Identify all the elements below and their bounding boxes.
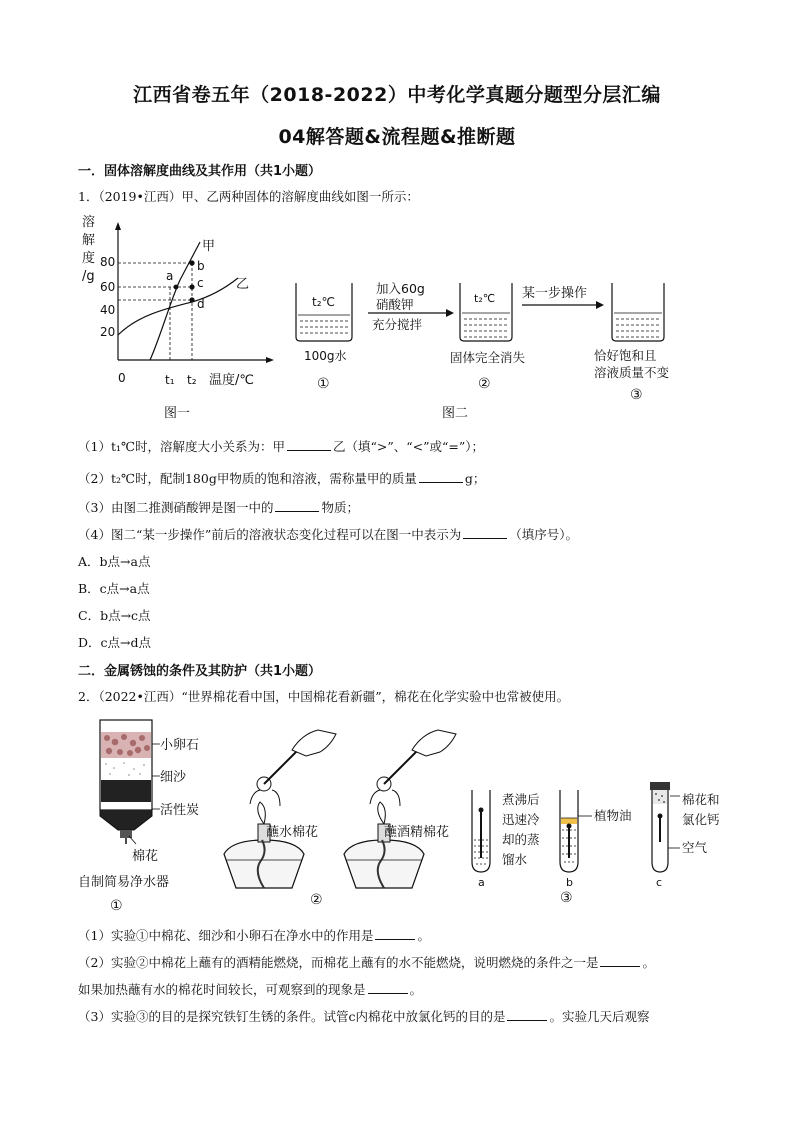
point-c-label: c <box>197 276 204 290</box>
section2-heading: 二．金属锈蚀的条件及其防护（共1小题） <box>78 664 322 679</box>
q1-part1: （1）t₁℃时，溶解度大小关系为：甲 乙（填“>”、“<”或“=”）； <box>78 439 484 454</box>
ytick-label: 80 <box>100 255 116 269</box>
ylabel-char: /g <box>82 269 95 284</box>
answer-blank[interactable] <box>600 965 640 967</box>
point-c <box>189 284 194 289</box>
q1-part4: （4）图二“某一步操作”前后的溶液状态变化过程可以在图一中表示为 （填序号）。 <box>78 527 579 542</box>
q2-part3: （3）实验③的目的是探究铁钉生锈的条件。试管c内棉花中放氯化钙的目的是 。实验几天后观察 <box>78 1009 650 1024</box>
tube-number: ③ <box>560 890 573 906</box>
curve-jia-label: 甲 <box>202 239 216 254</box>
filter-label-pebbles: 小卵石 <box>160 738 200 753</box>
answer-blank[interactable] <box>375 938 415 940</box>
beaker1-label: 100g水 <box>304 349 347 363</box>
option-a[interactable]: A．b点→a点 <box>78 554 151 569</box>
ytick-label: 40 <box>100 303 116 317</box>
answer-blank[interactable] <box>275 510 319 512</box>
answer-blank[interactable] <box>507 1019 547 1021</box>
figure2-caption: 图二 <box>442 406 469 420</box>
x-axis-arrow <box>266 357 274 363</box>
option-c[interactable]: C．b点→c点 <box>78 608 151 623</box>
alcohol-burner-2 <box>344 730 456 888</box>
curve-yi-label: 乙 <box>236 277 250 292</box>
arrow2-label: 某一步操作 <box>522 286 588 301</box>
xtick-t2: t₂ <box>187 373 197 387</box>
page-subtitle: 04解答题&流程题&推断题 <box>278 126 516 148</box>
q2-part1: （1）实验①中棉花、细沙和小卵石在净水中的作用是 。 <box>78 928 430 943</box>
test-tube-c <box>650 782 680 872</box>
q2-part2: （2）实验②中棉花上蘸有的酒精能燃烧，而棉花上蘸有的水不能燃烧，说明燃烧的条件之一是 。 <box>78 955 655 970</box>
beaker2-label: 固体完全消失 <box>450 350 526 365</box>
tube-c-text: 空气 <box>682 840 708 855</box>
figure2-beakers <box>290 275 710 420</box>
section1-heading: 一．固体溶解度曲线及其作用（共1小题） <box>78 164 322 179</box>
xaxis-label: 温度/℃ <box>209 373 254 388</box>
beaker2-number: ② <box>478 376 491 392</box>
tube-a-text: 却的蒸 <box>502 832 540 847</box>
tube-letter-b: b <box>566 876 573 889</box>
point-d-label: d <box>197 297 205 311</box>
tube-c-text: 氯化钙 <box>682 812 720 827</box>
figure1-solubility-chart <box>78 210 298 420</box>
beaker3-line2: 溶液质量不变 <box>594 365 670 380</box>
burner-number: ② <box>310 892 323 908</box>
burner1-label: 蘸水棉花 <box>266 825 319 840</box>
figure1-caption: 图一 <box>164 406 191 420</box>
figure3-experiments <box>74 712 760 912</box>
option-d[interactable]: D．c点→d点 <box>78 635 151 650</box>
water-filter <box>100 720 160 844</box>
y-axis-arrow <box>115 222 121 230</box>
option-b[interactable]: B．c点→a点 <box>78 581 150 596</box>
point-a-label: a <box>166 269 174 283</box>
beaker3-number: ③ <box>630 387 643 403</box>
answer-blank[interactable] <box>368 992 408 994</box>
origin-label: 0 <box>118 371 126 385</box>
point-a <box>174 285 179 290</box>
arrow1-line1: 加入60g <box>376 281 425 296</box>
beaker-3 <box>612 283 664 341</box>
arrow1-line3: 充分搅拌 <box>372 317 423 332</box>
q2-part2b: 如果加热蘸有水的棉花时间较长，可观察到的现象是 。 <box>78 982 423 997</box>
filter-label-carbon: 活性炭 <box>160 803 200 818</box>
beaker-1 <box>296 283 352 341</box>
test-tube-b <box>560 790 592 872</box>
answer-blank[interactable] <box>419 481 463 483</box>
tube-a-text: 煮沸后 <box>502 792 540 807</box>
filter-number: ① <box>110 898 123 912</box>
burner2-label: 蘸酒精棉花 <box>384 825 450 840</box>
beaker1-number: ① <box>317 376 330 392</box>
point-b <box>189 260 194 265</box>
xtick-t1: t₁ <box>165 373 175 387</box>
answer-blank[interactable] <box>463 537 507 539</box>
ylabel-char: 解 <box>82 233 96 248</box>
filter-label-cotton: 棉花 <box>132 849 159 864</box>
filter-caption: 自制简易净水器 <box>78 875 170 890</box>
ytick-label: 20 <box>100 325 116 339</box>
q1-part2: （2）t₂℃时，配制180g甲物质的饱和溶液，需称量甲的质量 g； <box>78 471 486 486</box>
page-title: 江西省卷五年（2018-2022）中考化学真题分题型分层汇编 <box>133 84 661 106</box>
q2-stem: 2．（2022•江西）“世界棉花看中国，中国棉花看新疆”，棉花在化学实验中也常被使用。 <box>78 689 570 704</box>
filter-label-sand: 细沙 <box>160 770 187 785</box>
point-b-label: b <box>197 259 205 273</box>
alcohol-burner-1 <box>224 730 336 888</box>
tube-a-text: 馏水 <box>502 852 528 867</box>
q1-part3: （3）由图二推测硝酸钾是图一中的 物质； <box>78 500 359 515</box>
arrow1-line2: 硝酸钾 <box>376 297 414 312</box>
beaker-2 <box>460 283 512 341</box>
tube-letter-c: c <box>656 876 663 889</box>
beaker2-temp: t₂℃ <box>474 292 496 305</box>
test-tube-a <box>472 790 490 872</box>
ylabel-char: 溶 <box>82 215 96 230</box>
tube-a-text: 迅速冷 <box>502 812 540 827</box>
ylabel-char: 度 <box>82 251 96 266</box>
tube-c-text: 棉花和 <box>682 792 720 807</box>
tube-letter-a: a <box>478 876 485 889</box>
point-d <box>189 297 194 302</box>
answer-blank[interactable] <box>287 449 331 451</box>
tube-b-text: 植物油 <box>594 808 632 823</box>
beaker1-temp: t₂℃ <box>312 295 335 309</box>
q1-stem: 1．（2019•江西）甲、乙两种固体的溶解度曲线如图一所示： <box>78 189 419 204</box>
ytick-label: 60 <box>100 280 116 294</box>
beaker3-line1: 恰好饱和且 <box>594 348 657 363</box>
